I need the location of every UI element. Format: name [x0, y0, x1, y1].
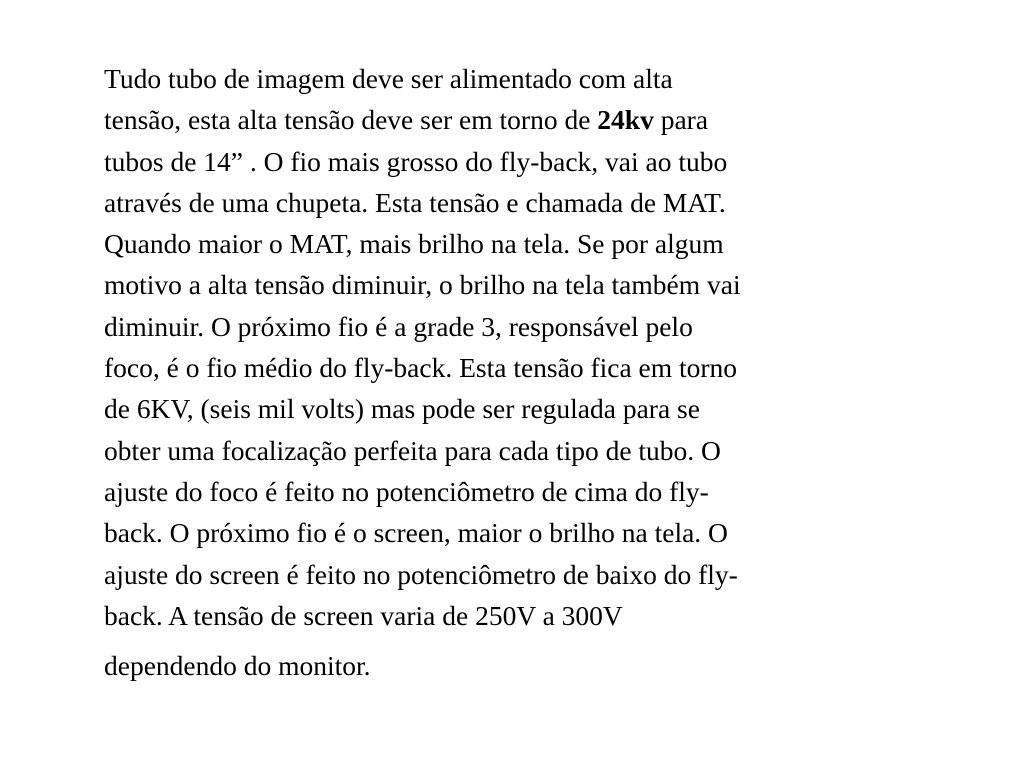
text-line-2 [104, 99, 924, 140]
text-line-11: ajuste do foco é feito no potenciômetro de cima do fly- [104, 475, 709, 507]
text-line-14: back. A tensão de screen varia de 250V a 300V [104, 599, 623, 631]
text-line-15: dependendo do monitor. [104, 650, 371, 682]
text-line-9: de 6KV, (seis mil volts) mas pode ser regulada para se [104, 393, 700, 425]
body-paragraph [104, 58, 924, 686]
text-line-10: obter uma focalização perfeita para cada tipo de tubo. O [104, 434, 721, 466]
text-line-5: Quando maior o MAT, mais brilho na tela. Se por algum [104, 228, 724, 260]
text-line-2-end: para [653, 104, 709, 136]
text-line-8: foco, é o fio médio do fly-back. Esta tensão fica em torno [104, 352, 738, 384]
text-line-1: Tudo tubo de imagem deve ser alimentado com alta [104, 63, 673, 94]
text-line-4: através de uma chupeta. Esta tensão e chamada de MAT. [104, 186, 726, 218]
text-line-2-start: tensão, esta alta tensão deve ser em torno de [104, 104, 598, 136]
text-line-3: tubos de 14” . O fio mais grosso do fly-back, vai ao tubo [104, 145, 728, 177]
text-line-13: ajuste do screen é feito no potenciômetro de baixo do fly- [104, 558, 738, 590]
text-line-7: diminuir. O próximo fio é a grade 3, responsável pelo [104, 310, 693, 342]
voltage-value-bold: 24kv [597, 104, 654, 136]
text-line-12: back. O próximo fio é o screen, maior o brilho na tela. O [104, 517, 728, 549]
text-line-6: motivo a alta tensão diminuir, o brilho na tela também vai [104, 269, 741, 301]
